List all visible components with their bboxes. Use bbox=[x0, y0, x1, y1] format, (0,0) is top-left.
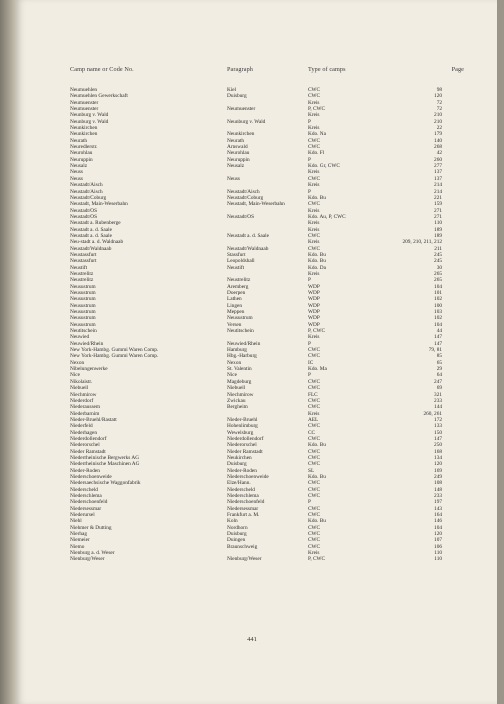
camp-type-cell: Kdo. Bu bbox=[308, 251, 326, 258]
camp-type-cell: WDP bbox=[308, 302, 320, 309]
camp-type-cell: WDP bbox=[308, 296, 320, 303]
paragraph-cell: Neutitschein bbox=[227, 328, 254, 335]
paragraph-cell: Neustadt/Waldnaab bbox=[227, 245, 269, 252]
camp-type-cell: P bbox=[308, 372, 311, 379]
camp-name-cell: Neunburg v. Wald bbox=[70, 118, 109, 125]
camp-type-cell: Kdo. Na bbox=[308, 131, 326, 138]
paragraph-cell: Nieder-Bruehl bbox=[227, 416, 258, 423]
camp-type-cell: CWC bbox=[308, 93, 321, 100]
camp-name-cell: Niebuell bbox=[70, 385, 89, 392]
camp-type-cell: Kreis bbox=[308, 410, 320, 417]
page-ref-cell: 104 bbox=[434, 321, 442, 328]
camp-name-cell: Neustift bbox=[70, 264, 88, 271]
page-ref-cell: 100 bbox=[434, 302, 442, 309]
camp-name-cell: Niehmer & Dutting bbox=[70, 524, 112, 531]
camp-type-cell: Kdo. Au, P, CWC bbox=[308, 213, 346, 220]
paragraph-cell: Neusalz bbox=[227, 163, 245, 170]
paragraph-cell: Niederschoenfeld bbox=[227, 499, 265, 506]
paragraph-cell: Frankfurt a. M. bbox=[227, 512, 260, 519]
camp-name-cell: Niederrheinische Bergwerks AG bbox=[70, 454, 140, 461]
page-ref-cell: 214 bbox=[434, 182, 442, 189]
camp-name-cell: Niederscheld bbox=[70, 486, 98, 493]
camp-name-cell: Niederaussem bbox=[70, 404, 101, 411]
page-ref-cell: 250 bbox=[434, 442, 442, 449]
page-ref-cell: 233 bbox=[434, 397, 442, 404]
camp-name-cell: Neustassfurt bbox=[70, 258, 97, 265]
page-ref-cell: 210 bbox=[434, 118, 442, 125]
paragraph-cell: Niebuell bbox=[227, 385, 246, 392]
page-ref-cell: 168 bbox=[434, 448, 442, 455]
page-ref-cell: 211 bbox=[434, 245, 442, 252]
paragraph-cell: Nieder Ramstadt bbox=[227, 448, 263, 455]
paragraph-cell: Magdeburg bbox=[227, 378, 252, 385]
camp-name-cell: Niederhagen bbox=[70, 429, 98, 436]
camp-type-cell: Kreis bbox=[308, 550, 320, 557]
camp-type-cell: CWC bbox=[308, 397, 321, 404]
page-ref-cell: 143 bbox=[434, 505, 442, 512]
page-ref-cell: 268 bbox=[434, 144, 442, 151]
page-ref-cell: 197 bbox=[434, 499, 442, 506]
camp-name-cell: Neustadt/OS bbox=[70, 213, 98, 220]
camp-name-cell: Niedersessmar bbox=[70, 505, 102, 512]
camp-name-cell: Neurath bbox=[70, 137, 88, 144]
paragraph-cell: Neustift bbox=[227, 264, 245, 271]
camp-name-cell: Neumuenster bbox=[70, 106, 99, 113]
page-ref-cell: 104 bbox=[434, 524, 442, 531]
page-ref-cell: 164 bbox=[434, 512, 442, 519]
camp-type-cell: Kreis bbox=[308, 207, 320, 214]
camp-name-cell: Neusustrum bbox=[70, 302, 96, 309]
page-ref-cell: 214 bbox=[434, 188, 442, 195]
page-ref-cell: 79, 81 bbox=[428, 347, 442, 354]
camp-name-cell: Neumuenster bbox=[70, 99, 99, 106]
camp-name-cell: Neustrelitz bbox=[70, 270, 94, 277]
camp-type-cell: CWC bbox=[308, 435, 321, 442]
camp-name-cell: Neusustrum bbox=[70, 315, 96, 322]
page-ref-cell: 140 bbox=[434, 137, 442, 144]
page-ref-cell: 265 bbox=[434, 270, 442, 277]
camp-name-cell: Nice bbox=[70, 372, 80, 379]
page-ref-cell: 69 bbox=[436, 385, 442, 392]
camp-name-cell: Nibelungenwerke bbox=[70, 366, 108, 373]
paragraph-cell: Zwickau bbox=[227, 397, 246, 404]
camp-type-cell: CWC bbox=[308, 87, 321, 93]
paragraph-cell: Niederschlema bbox=[227, 493, 259, 499]
paragraph-cell: Neuruppin bbox=[227, 156, 250, 163]
camp-name-cell: Neumuehlen Gewerkschaft bbox=[70, 93, 128, 100]
camp-name-cell: Neustadt/Coburg bbox=[70, 194, 107, 201]
camp-type-cell: CWC bbox=[308, 486, 321, 493]
page-ref-cell: 29 bbox=[436, 366, 442, 373]
paragraph-cell: Neuwied/Rhein bbox=[227, 340, 261, 347]
camp-type-cell: WDP bbox=[308, 309, 320, 316]
camp-type-cell: Kreis bbox=[308, 334, 320, 341]
camp-type-cell: Kreis bbox=[308, 112, 320, 119]
camp-name-cell: Neuruppin bbox=[70, 156, 93, 163]
page-ref-cell: 247 bbox=[434, 378, 442, 385]
header-page: Page bbox=[451, 66, 464, 73]
page-ref-cell: 102 bbox=[434, 296, 442, 303]
paragraph-cell: Niederschoenweide bbox=[227, 473, 269, 480]
paragraph-cell: Versen bbox=[227, 321, 242, 328]
camp-name-cell: Neustadt a. d. Saale bbox=[70, 226, 112, 233]
page-ref-cell: 147 bbox=[434, 334, 442, 341]
camp-type-cell: CWC bbox=[308, 543, 321, 550]
paragraph-cell: Niederscheld bbox=[227, 486, 255, 493]
paragraph-cell: Niechmirow bbox=[227, 391, 254, 398]
paragraph-cell: Aremberg bbox=[227, 283, 249, 290]
paragraph-cell: Neustrelitz bbox=[227, 277, 251, 284]
camp-name-cell: Niedersaechsische Waggonfabrik bbox=[70, 480, 141, 487]
page-ref-cell: 159 bbox=[434, 201, 442, 208]
camp-type-cell: CWC bbox=[308, 385, 321, 392]
paragraph-cell: Niedersessmar bbox=[227, 505, 259, 512]
paragraph-cell: Elze/Hann. bbox=[227, 480, 251, 487]
camp-name-cell: Neustassfurt bbox=[70, 251, 97, 258]
camp-name-cell: Niederschoenweide bbox=[70, 473, 112, 480]
paragraph-cell: Leopoldshall bbox=[227, 258, 255, 265]
camp-name-cell: Neunkirchen bbox=[70, 125, 98, 132]
page-ref-cell: 169 bbox=[434, 467, 442, 474]
page-ref-cell: 179 bbox=[434, 131, 442, 138]
camp-type-cell: Kdo. Ma bbox=[308, 366, 327, 373]
paragraph-cell: Doerpen bbox=[227, 290, 246, 296]
page-ref-cell: 98 bbox=[436, 87, 442, 93]
camp-name-cell: Nieder-Bruehl/Rastatt bbox=[70, 416, 117, 423]
paragraph-cell: Nordhorn bbox=[227, 524, 248, 531]
camp-name-cell: Neusustrum bbox=[70, 309, 96, 316]
camp-type-cell: Kdo. Bu bbox=[308, 442, 326, 449]
camp-name-cell: Nieder-Roden bbox=[70, 467, 100, 474]
camp-name-cell: Neuss bbox=[70, 169, 83, 176]
page-ref-cell: 148 bbox=[434, 486, 442, 493]
paragraph-cell: Nice bbox=[227, 372, 237, 379]
page-ref-cell: 172 bbox=[434, 416, 442, 423]
paragraph-cell: Nieder-Roden bbox=[227, 467, 257, 474]
camp-name-cell: Neurohlau bbox=[70, 150, 93, 157]
camp-type-cell: Kreis bbox=[308, 226, 320, 233]
camp-type-cell: IC bbox=[308, 359, 314, 366]
camp-type-cell: WDP bbox=[308, 290, 320, 296]
page-ref-cell: 133 bbox=[434, 423, 442, 430]
paragraph-cell: Neustadt/OS bbox=[227, 213, 255, 220]
page-ref-cell: 150 bbox=[434, 429, 442, 436]
page-ref-cell: 44 bbox=[436, 328, 442, 335]
page-ref-cell: 85 bbox=[436, 353, 442, 360]
paragraph-cell: Niederdollendorf bbox=[227, 435, 264, 442]
camp-type-cell: P, CWC bbox=[308, 556, 326, 563]
paragraph-cell: Lathen bbox=[227, 296, 242, 303]
paragraph-cell: Lingen bbox=[227, 302, 243, 309]
page-ref-cell: 210 bbox=[434, 112, 442, 119]
paragraph-cell: Duisburg bbox=[227, 461, 247, 468]
page-ref-cell: 108 bbox=[434, 480, 442, 487]
camp-type-cell: CWC bbox=[308, 175, 321, 182]
page-ref-cell: 64 bbox=[436, 372, 442, 379]
paragraph-cell: Braunschweig bbox=[227, 543, 258, 550]
paragraph-cell: Neustadt a. d. Saale bbox=[227, 232, 269, 239]
page-ref-cell: 271 bbox=[434, 213, 442, 220]
paragraph-cell: Stassfurt bbox=[227, 251, 246, 258]
camp-name-cell: Neusustrum bbox=[70, 321, 96, 328]
camp-type-cell: Kreis bbox=[308, 239, 320, 246]
page-number: 441 bbox=[247, 636, 257, 643]
camp-type-cell: CWC bbox=[308, 245, 321, 252]
column-header-row bbox=[70, 66, 464, 76]
camp-type-cell: CWC bbox=[308, 493, 321, 499]
camp-name-cell: Neuwied/Rhein bbox=[70, 340, 104, 347]
camp-type-cell: WDP bbox=[308, 283, 320, 290]
page-ref-cell: 249 bbox=[434, 473, 442, 480]
page-ref-cell: 321 bbox=[434, 391, 442, 398]
camp-name-cell: Neu-stadt a. d. Waldnaab bbox=[70, 239, 124, 246]
camp-name-cell: Nikolaistr. bbox=[70, 378, 93, 385]
camp-type-cell: CWC bbox=[308, 347, 321, 354]
camp-name-cell: Niederdorf bbox=[70, 397, 94, 404]
camp-type-cell: P bbox=[308, 499, 311, 506]
page-ref-cell: 107 bbox=[434, 537, 442, 544]
camp-name-cell: Niemeier bbox=[70, 537, 90, 544]
paragraph-cell: Hamburg bbox=[227, 347, 247, 354]
paragraph-cell: Kiel bbox=[227, 87, 237, 93]
camp-name-cell: Neustadt a. Rubenberge bbox=[70, 220, 121, 227]
page-ref-cell: 101 bbox=[434, 290, 442, 296]
page-ref-cell: 146 bbox=[434, 518, 442, 525]
page-ref-cell: 42 bbox=[436, 150, 442, 157]
book-spine-shadow bbox=[0, 0, 16, 704]
paragraph-cell: Hohenlimburg bbox=[227, 423, 258, 430]
camp-type-cell: P bbox=[308, 156, 311, 163]
camp-type-cell: CWC bbox=[308, 505, 321, 512]
paragraph-cell: Wewelsburg bbox=[227, 429, 254, 436]
camp-name-cell: Neuss bbox=[70, 175, 83, 182]
paragraph-cell: Nienburg/Weser bbox=[227, 556, 262, 563]
camp-type-cell: CWC bbox=[308, 144, 321, 151]
camp-name-cell: Neustadt/Aisch bbox=[70, 182, 103, 189]
page-ref-cell: 147 bbox=[434, 435, 442, 442]
page-ref-cell: 110 bbox=[434, 550, 442, 557]
camp-name-cell: Neutitschein bbox=[70, 328, 97, 335]
camp-name-cell: Niederorschel bbox=[70, 442, 100, 449]
camp-type-cell: Kdo. Da bbox=[308, 264, 326, 271]
camp-type-cell: Kreis bbox=[308, 270, 320, 277]
paragraph-cell: Arnswald bbox=[227, 144, 248, 151]
camp-type-cell: CWC bbox=[308, 404, 321, 411]
page-ref-cell: 65 bbox=[436, 359, 442, 366]
camp-type-cell: CWC bbox=[308, 201, 321, 208]
paragraph-cell: Duisburg bbox=[227, 93, 247, 100]
page-ref-cell: 103 bbox=[434, 309, 442, 316]
camp-type-cell: Kreis bbox=[308, 99, 320, 106]
page-ref-cell: 104 bbox=[434, 283, 442, 290]
camp-type-cell: CWC bbox=[308, 480, 321, 487]
camp-name-cell: Nierhag bbox=[70, 531, 88, 538]
camp-name-cell: Niemo bbox=[70, 543, 85, 550]
camp-type-cell: Kreis bbox=[308, 182, 320, 189]
camp-type-cell: Kdo. Bu bbox=[308, 194, 326, 201]
camp-type-cell: P, CWC bbox=[308, 328, 326, 335]
camp-name-cell: Niederschoenfeld bbox=[70, 499, 108, 506]
camp-type-cell: P, CWC bbox=[308, 106, 326, 113]
camp-name-cell: New York-Hambg. Gummi Waren Comp. bbox=[70, 347, 159, 354]
camp-name-cell: Nexon bbox=[70, 359, 85, 366]
camp-index-list bbox=[70, 87, 442, 563]
camp-type-cell: CWC bbox=[308, 378, 321, 385]
header-camp-name: Camp name or Code No. bbox=[70, 66, 134, 73]
camp-name-cell: Neuwied bbox=[70, 334, 90, 341]
page-ref-cell: 72 bbox=[436, 99, 442, 106]
camp-name-cell: Neuredlerstr. bbox=[70, 144, 98, 151]
paragraph-cell: Bergheim bbox=[227, 404, 248, 411]
camp-name-cell: Niederschlema bbox=[70, 493, 102, 499]
header-type: Type of camps bbox=[308, 66, 346, 73]
paragraph-cell: Nexon bbox=[227, 359, 242, 366]
paragraph-cell: Neustadt/Coburg bbox=[227, 194, 264, 201]
page-ref-cell: 265 bbox=[434, 277, 442, 284]
page-ref-cell: 209, 210, 211, 212 bbox=[402, 239, 442, 246]
camp-name-cell: Niederbarnim bbox=[70, 410, 100, 417]
paragraph-cell: Duisburg bbox=[227, 531, 247, 538]
camp-type-cell: Kdo. Gr, CWC bbox=[308, 163, 340, 170]
page-ref-cell: 134 bbox=[434, 454, 442, 461]
camp-name-cell: Neustadt/Aisch bbox=[70, 188, 103, 195]
camp-name-cell: Neunburg v. Wald bbox=[70, 112, 109, 119]
camp-name-cell: Neustadt a. d. Saale bbox=[70, 232, 112, 239]
page-ref-cell: 110 bbox=[434, 220, 442, 227]
camp-type-cell: AEL bbox=[308, 416, 319, 423]
camp-type-cell: P bbox=[308, 277, 311, 284]
page-ref-cell: 245 bbox=[434, 251, 442, 258]
camp-name-cell: Niederursel bbox=[70, 512, 95, 519]
camp-name-cell: Neustadt/Waldnaab bbox=[70, 245, 112, 252]
camp-type-cell: CWC bbox=[308, 512, 321, 519]
page-ref-cell: 144 bbox=[434, 404, 442, 411]
paragraph-cell: Neuss bbox=[227, 175, 240, 182]
camp-type-cell: CWC bbox=[308, 137, 321, 144]
camp-type-cell: Kdo. Bu bbox=[308, 518, 326, 525]
camp-type-cell: CWC bbox=[308, 232, 321, 239]
camp-name-cell: Neustrelitz bbox=[70, 277, 94, 284]
page-ref-cell: 22 bbox=[436, 125, 442, 132]
camp-type-cell: CC bbox=[308, 429, 316, 436]
camp-type-cell: Kdo. Bu bbox=[308, 473, 326, 480]
camp-name-cell: Neusustrum bbox=[70, 283, 96, 290]
paragraph-cell: Neukirchen bbox=[227, 454, 252, 461]
page-ref-cell: 260 bbox=[434, 156, 442, 163]
camp-type-cell: CWC bbox=[308, 531, 321, 538]
paragraph-cell: Duingen bbox=[227, 537, 246, 544]
camp-type-cell: CWC bbox=[308, 353, 321, 360]
camp-type-cell: Kdo. Fl bbox=[308, 150, 325, 157]
camp-name-cell: Nieder Ramstadt bbox=[70, 448, 106, 455]
camp-name-cell: Niederfeld bbox=[70, 423, 93, 430]
camp-name-cell: Niehl bbox=[70, 518, 82, 525]
page-ref-cell: 260, 261 bbox=[423, 410, 442, 417]
paragraph-cell: Neustadt/Aisch bbox=[227, 188, 260, 195]
page-ref-cell: 277 bbox=[434, 163, 442, 170]
camp-type-cell: Kreis bbox=[308, 169, 320, 176]
camp-name-cell: Niederdollendorf bbox=[70, 435, 107, 442]
paragraph-cell: Neustadt, Main-Weserbahn bbox=[227, 201, 285, 208]
camp-name-cell: Neustadt/OS bbox=[70, 207, 98, 214]
paragraph-cell: Neurath bbox=[227, 137, 245, 144]
page-ref-cell: 271 bbox=[434, 207, 442, 214]
camp-name-cell: Neustadt, Main-Weserbahn bbox=[70, 201, 128, 208]
camp-type-cell: Kreis bbox=[308, 125, 320, 132]
camp-type-cell: CWC bbox=[308, 448, 321, 455]
camp-type-cell: P bbox=[308, 188, 311, 195]
page-ref-cell: 120 bbox=[434, 531, 442, 538]
paragraph-cell: Neumuenster bbox=[227, 106, 256, 113]
paragraph-cell: Koln bbox=[227, 518, 238, 525]
camp-name-cell: Neunkirchen bbox=[70, 131, 98, 138]
camp-type-cell: WDP bbox=[308, 315, 320, 322]
page-ref-cell: 30 bbox=[436, 264, 442, 271]
camp-name-cell: Nienburg a. d. Weser bbox=[70, 550, 115, 557]
page-ref-cell: 147 bbox=[434, 340, 442, 347]
page-ref-cell: 233 bbox=[434, 493, 442, 499]
page-ref-cell: 106 bbox=[434, 543, 442, 550]
paragraph-cell: Hbg.-Harburg bbox=[227, 353, 257, 360]
page-ref-cell: 245 bbox=[434, 258, 442, 265]
camp-name-cell: Neumuehlen bbox=[70, 87, 98, 93]
camp-name-cell: Neusustrum bbox=[70, 296, 96, 303]
page-ref-cell: 72 bbox=[436, 106, 442, 113]
camp-type-cell: Kdo. Bu bbox=[308, 258, 326, 265]
page-ref-cell: 102 bbox=[434, 315, 442, 322]
page-ref-cell: 110 bbox=[434, 556, 442, 563]
paragraph-cell: Neusustrum bbox=[227, 315, 253, 322]
table-row bbox=[70, 556, 442, 562]
paragraph-cell: Neunburg v. Wald bbox=[227, 118, 266, 125]
camp-type-cell: WDP bbox=[308, 321, 320, 328]
camp-name-cell: Neusustrum bbox=[70, 290, 96, 296]
camp-type-cell: CWC bbox=[308, 524, 321, 531]
camp-name-cell: Niederrheinische Maschinen AG bbox=[70, 461, 140, 468]
camp-type-cell: CWC bbox=[308, 423, 321, 430]
camp-name-cell: New York-Hambg. Gummi Waren Comp. bbox=[70, 353, 159, 360]
paragraph-cell: Neurohlau bbox=[227, 150, 250, 157]
page-ref-cell: 189 bbox=[434, 232, 442, 239]
page-ref-cell: 221 bbox=[434, 194, 442, 201]
camp-type-cell: FLC bbox=[308, 391, 318, 398]
paragraph-cell: Neunkirchen bbox=[227, 131, 255, 138]
camp-name-cell: Niechmirow bbox=[70, 391, 97, 398]
page-ref-cell: 137 bbox=[434, 175, 442, 182]
paragraph-cell: Niederorschel bbox=[227, 442, 257, 449]
camp-type-cell: CWC bbox=[308, 537, 321, 544]
page-ref-cell: 120 bbox=[434, 93, 442, 100]
page-ref-cell: 120 bbox=[434, 461, 442, 468]
camp-type-cell: CWC bbox=[308, 454, 321, 461]
camp-name-cell: Nienburg/Weser bbox=[70, 556, 105, 563]
header-paragraph: Paragraph bbox=[227, 66, 253, 73]
camp-type-cell: SL bbox=[308, 467, 315, 474]
camp-type-cell: P bbox=[308, 340, 311, 347]
page-ref-cell: 189 bbox=[434, 226, 442, 233]
page-ref-cell: 137 bbox=[434, 169, 442, 176]
camp-name-cell: Neusalz bbox=[70, 163, 88, 170]
camp-type-cell: Kreis bbox=[308, 220, 320, 227]
camp-type-cell: CWC bbox=[308, 461, 321, 468]
paragraph-cell: St. Valentin bbox=[227, 366, 252, 373]
paragraph-cell: Meppen bbox=[227, 309, 245, 316]
camp-type-cell: P bbox=[308, 118, 311, 125]
